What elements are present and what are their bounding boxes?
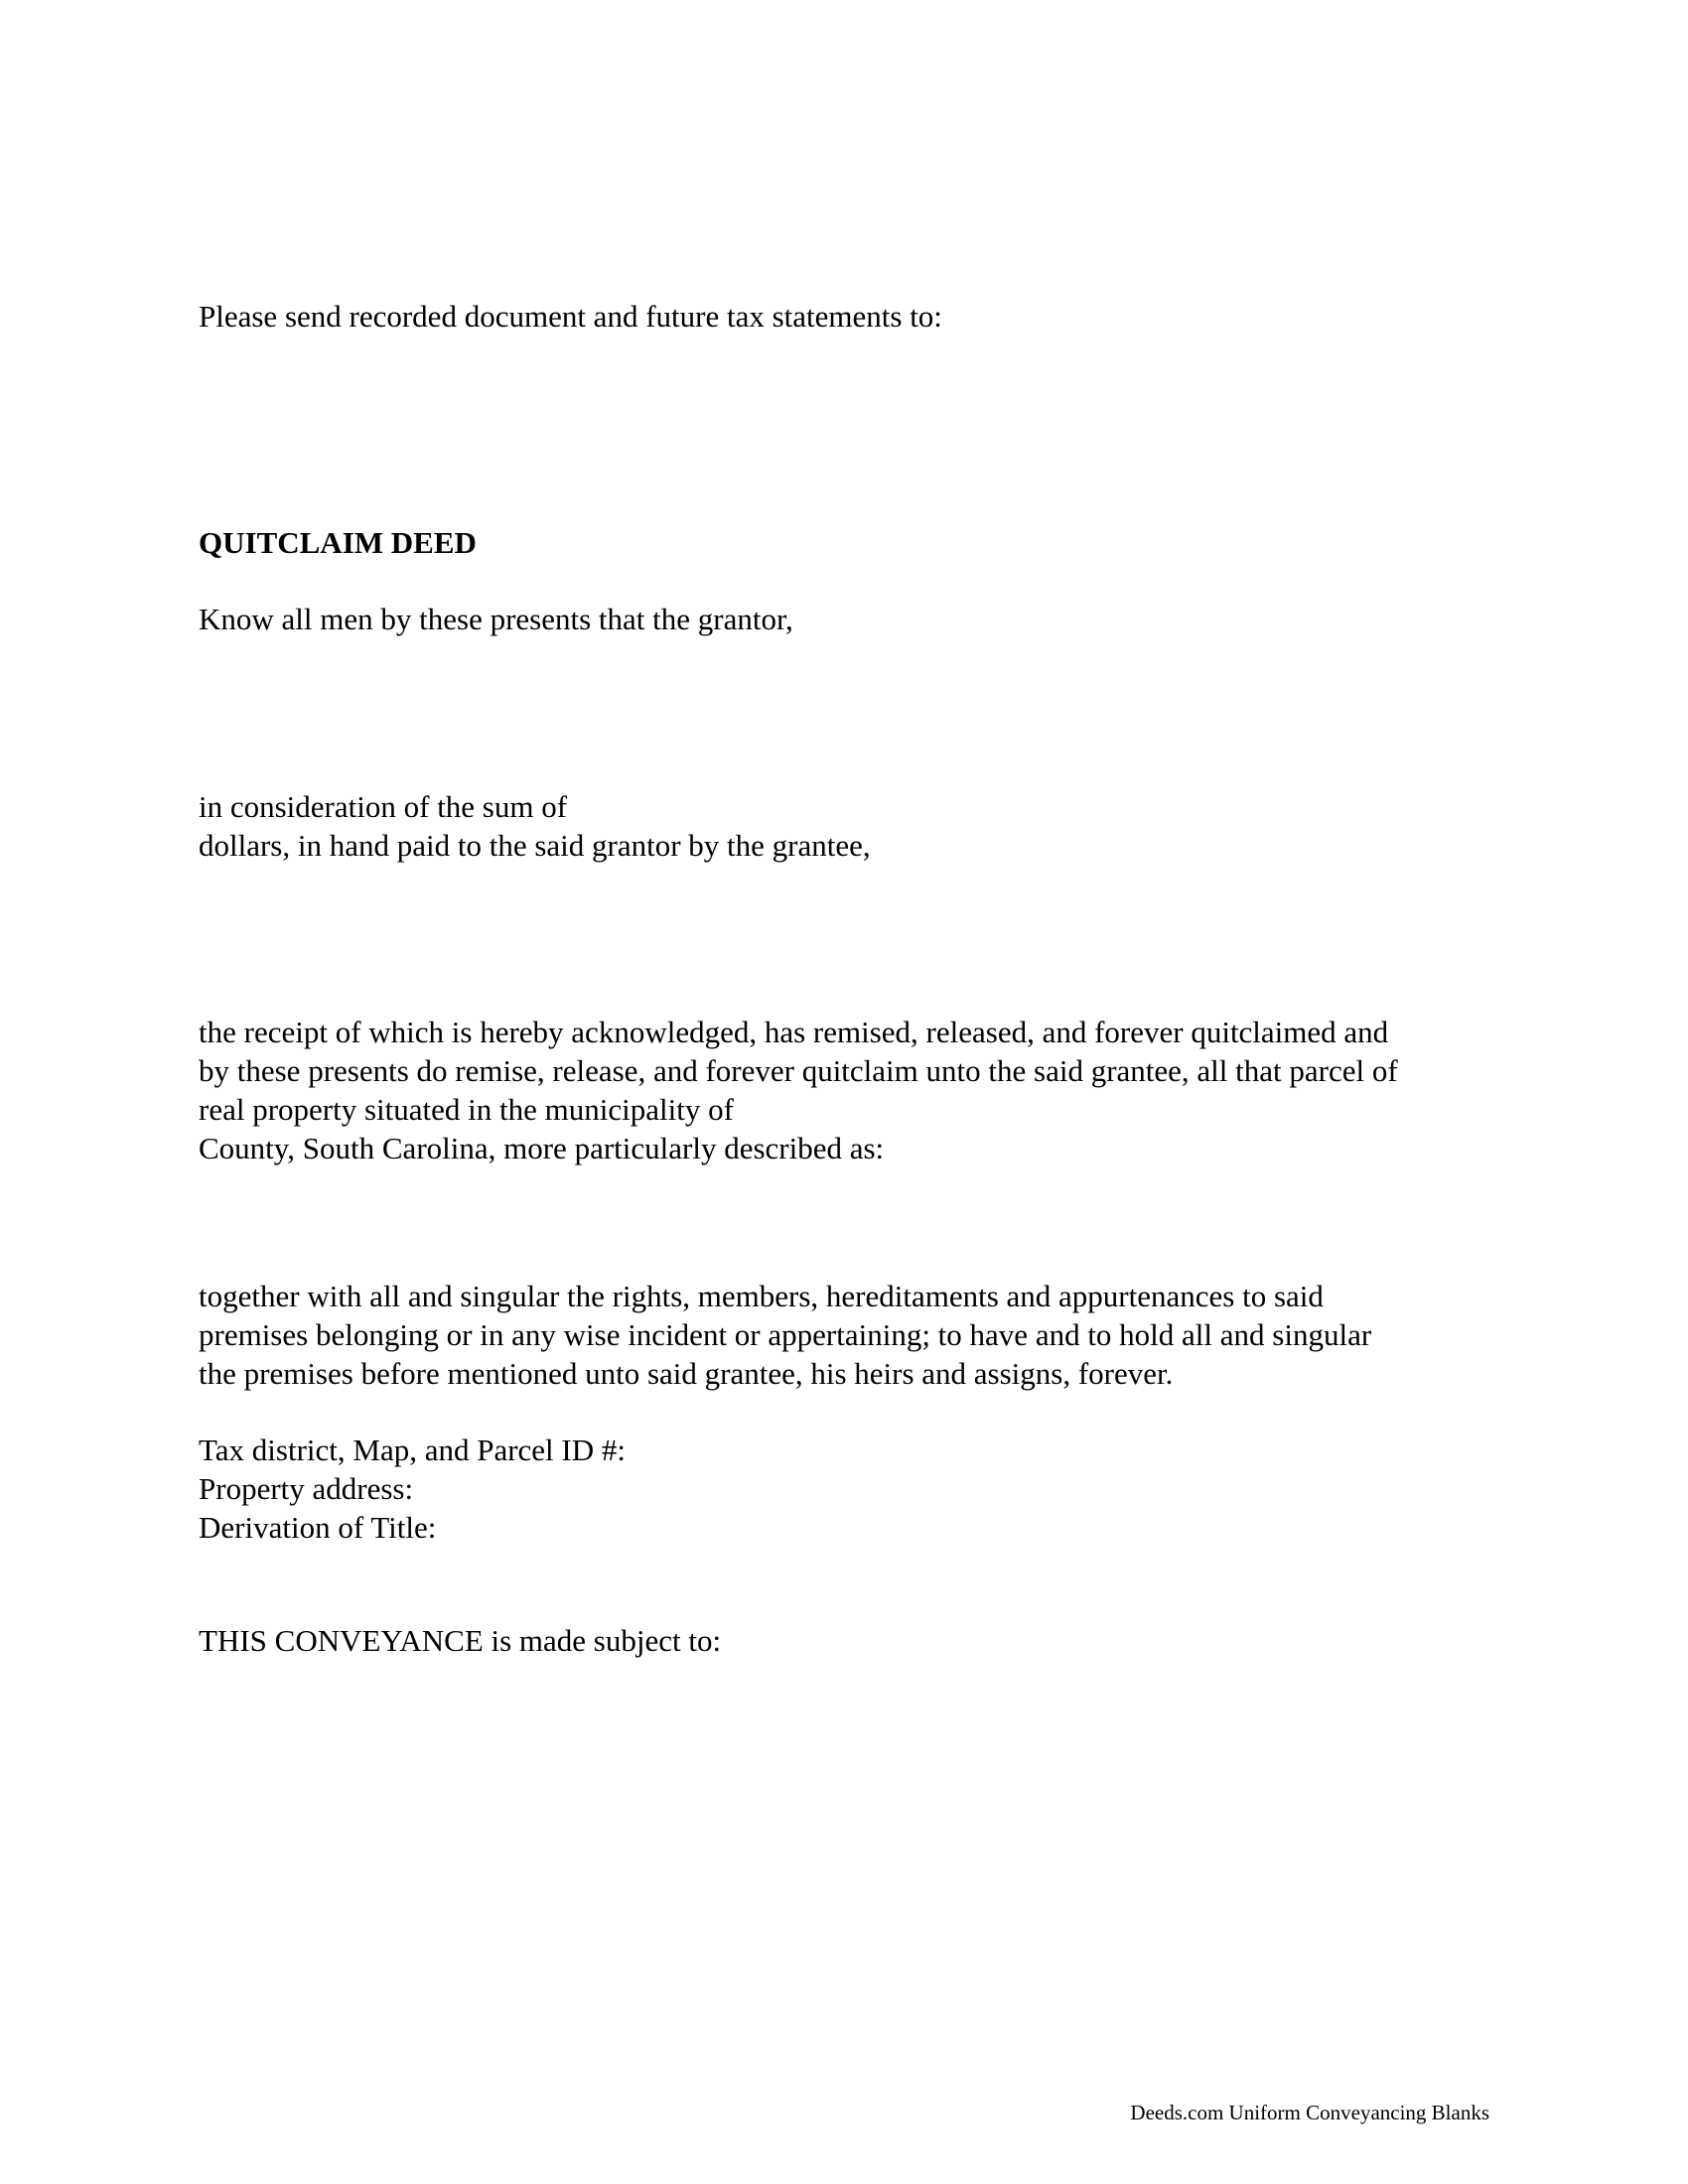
send-to-instruction: Please send recorded document and future tax statements to: <box>199 299 942 334</box>
derivation-of-title-label: Derivation of Title: <box>199 1510 437 1545</box>
together-line-3: the premises before mentioned unto said grantee, his heirs and assigns, forever. <box>199 1356 1174 1391</box>
receipt-line-1: the receipt of which is hereby acknowledged, has remised, released, and forever quitclaimed and <box>199 1015 1389 1049</box>
property-address-label: Property address: <box>199 1471 414 1506</box>
conveyance-subject-to: THIS CONVEYANCE is made subject to: <box>199 1623 722 1658</box>
consideration-line-2: dollars, in hand paid to the said grantor by the grantee, <box>199 828 871 863</box>
receipt-line-2: by these presents do remise, release, and forever quitclaim unto the said grantee, all that parcel of <box>199 1053 1398 1088</box>
receipt-line-3: real property situated in the municipality of <box>199 1092 734 1127</box>
consideration-line-1: in consideration of the sum of <box>199 789 568 824</box>
receipt-line-4: County, South Carolina, more particularly described as: <box>199 1131 885 1165</box>
together-line-2: premises belonging or in any wise incident or appertaining; to have and to hold all and singular <box>199 1317 1372 1352</box>
parcel-id-label: Tax district, Map, and Parcel ID #: <box>199 1433 626 1467</box>
document-title: QUITCLAIM DEED <box>199 525 477 560</box>
footer-credit: Deeds.com Uniform Conveyancing Blanks <box>1130 2101 1489 2124</box>
together-line-1: together with all and singular the rights, members, hereditaments and appurtenances to said <box>199 1279 1324 1313</box>
grantor-intro: Know all men by these presents that the grantor, <box>199 602 793 636</box>
